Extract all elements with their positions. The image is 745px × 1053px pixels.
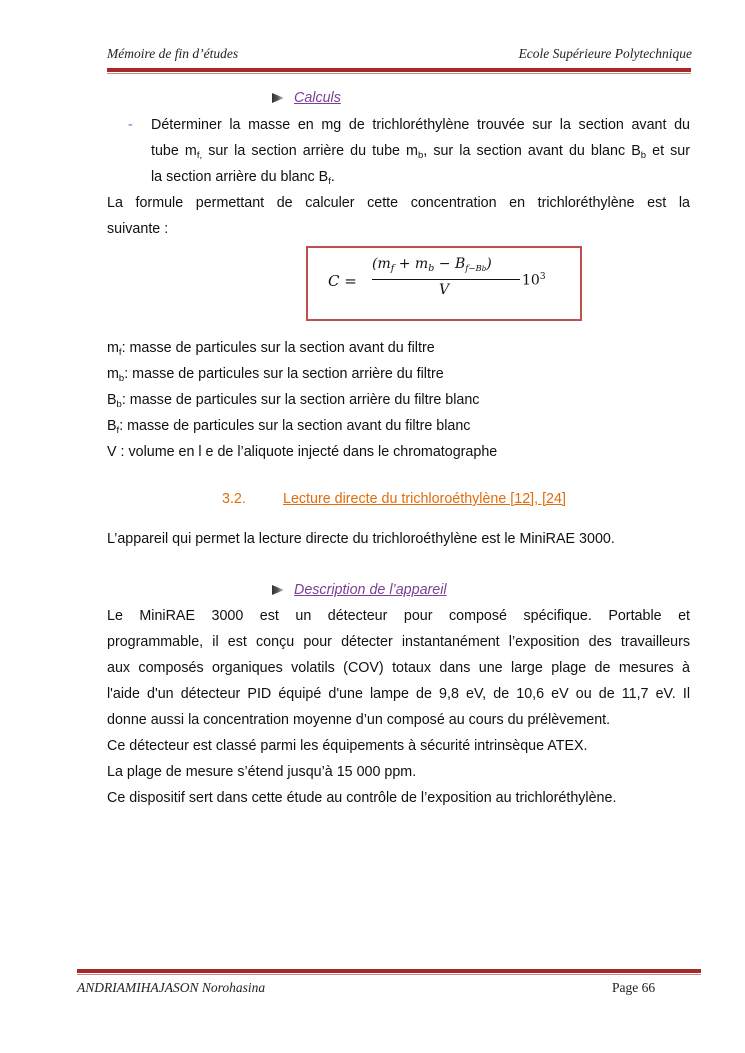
fraction-bar [372, 279, 520, 280]
calculs-item-line-2 [151, 138, 690, 164]
footer-author: ANDRIAMIHAJASON Norohasina [77, 980, 266, 995]
calculs-item-line-1: Déterminer la masse en mg de trichloréthylène trouvée sur la section avant du [151, 117, 690, 133]
subscript: f [328, 176, 331, 187]
footer-rule [77, 969, 701, 973]
symbol: m [107, 340, 119, 356]
subscript: b [118, 373, 125, 384]
bullet-arrow-icon [272, 585, 284, 595]
subscript: f [116, 425, 120, 436]
header-left: Mémoire de fin d’études [107, 46, 239, 61]
text-span: sur la section arrière du tube m [202, 143, 418, 159]
description-line-1: Le MiniRAE 3000 est un détecteur pour composé spécifique. Portable et [107, 608, 690, 624]
definition-text: : masse de particules sur la section avant du filtre [121, 340, 435, 356]
formula-intro-line-2: suivante : [107, 221, 169, 237]
symbol: m [107, 366, 119, 382]
header-rule [107, 68, 691, 72]
description-heading [272, 580, 447, 600]
symbol: B [107, 392, 117, 408]
subscript: f, [196, 150, 203, 161]
text-span: la section arrière du blanc B [151, 169, 329, 185]
description-line-2: programmable, il est conçu pour détecter instantanément l’exposition des travailleurs [107, 634, 690, 650]
bullet-arrow-icon [272, 93, 284, 103]
footer-page: Page 66 [612, 980, 656, 995]
usage-line: Ce dispositif sert dans cette étude au contrôle de l’exposition au trichloréthylène. [107, 790, 617, 806]
description-title: Description de l’appareil [294, 582, 447, 598]
atex-line: Ce détecteur est classé parmi les équipements à sécurité intrinsèque ATEX. [107, 738, 588, 754]
formula-denominator: V [439, 282, 450, 298]
description-line-3: aux composés organiques volatils (COV) totaux dans une large plage de mesures à [107, 660, 690, 676]
section-title: Lecture directe du trichloroéthylène [12], [24] [283, 491, 566, 507]
header-right: Ecole Supérieure Polytechnique [518, 46, 692, 61]
definition-mf [107, 335, 690, 361]
subscript: b [417, 150, 424, 161]
range-line: La plage de mesure s’étend jusqu’à 15 000 ppm. [107, 764, 417, 780]
formula-box [306, 246, 582, 321]
definition-text: : masse de particules sur la section avant du filtre blanc [119, 418, 471, 434]
text-span: . [330, 169, 335, 185]
definition-text: : volume en l e de l’aliquote injecté dans le chromatographe [116, 444, 498, 460]
lecture-paragraph: L’appareil qui permet la lecture directe du trichloroéthylène est le MiniRAE 3000. [107, 531, 615, 547]
footer-rule-thin [77, 974, 701, 975]
definition-text: : masse de particules sur la section arrière du filtre blanc [121, 392, 480, 408]
subscript: f [118, 347, 122, 358]
calculs-title: Calculs [294, 90, 341, 106]
calculs-heading [272, 88, 341, 108]
text-span: et sur [646, 143, 690, 159]
definition-mb [107, 361, 690, 387]
calculs-item-line-3 [151, 164, 690, 190]
section-heading [222, 488, 566, 510]
definition-v [107, 439, 690, 465]
definition-bf [107, 413, 690, 439]
description-line-5: donne aussi la concentration moyenne d’un composé au cours du prélèvement. [107, 712, 611, 728]
text-span: tube m [151, 143, 197, 159]
list-dash: - [128, 117, 133, 133]
symbol: B [107, 418, 117, 434]
header-rule-thin [107, 73, 691, 74]
definition-bb [107, 387, 690, 413]
description-line-4: l'aide d'un détecteur PID équipé d'une lampe de 9,8 eV, de 10,6 eV ou de 11,7 eV. Il [107, 686, 690, 702]
formula-multiplier: $10^3$ [522, 272, 546, 289]
text-span: , sur la section avant du blanc B [423, 143, 641, 159]
section-number: 3.2. [222, 491, 246, 507]
definition-text: : masse de particules sur la section arrière du filtre [124, 366, 444, 382]
subscript: b [116, 399, 122, 410]
formula-lhs: C = [328, 272, 357, 290]
formula-intro-line-1: La formule permettant de calculer cette concentration en trichloréthylène est la [107, 195, 690, 211]
symbol: V [107, 444, 117, 460]
formula-numerator: $(m_f + m_b - B_{f-Bb})$ [372, 256, 492, 274]
subscript: b [640, 150, 647, 161]
